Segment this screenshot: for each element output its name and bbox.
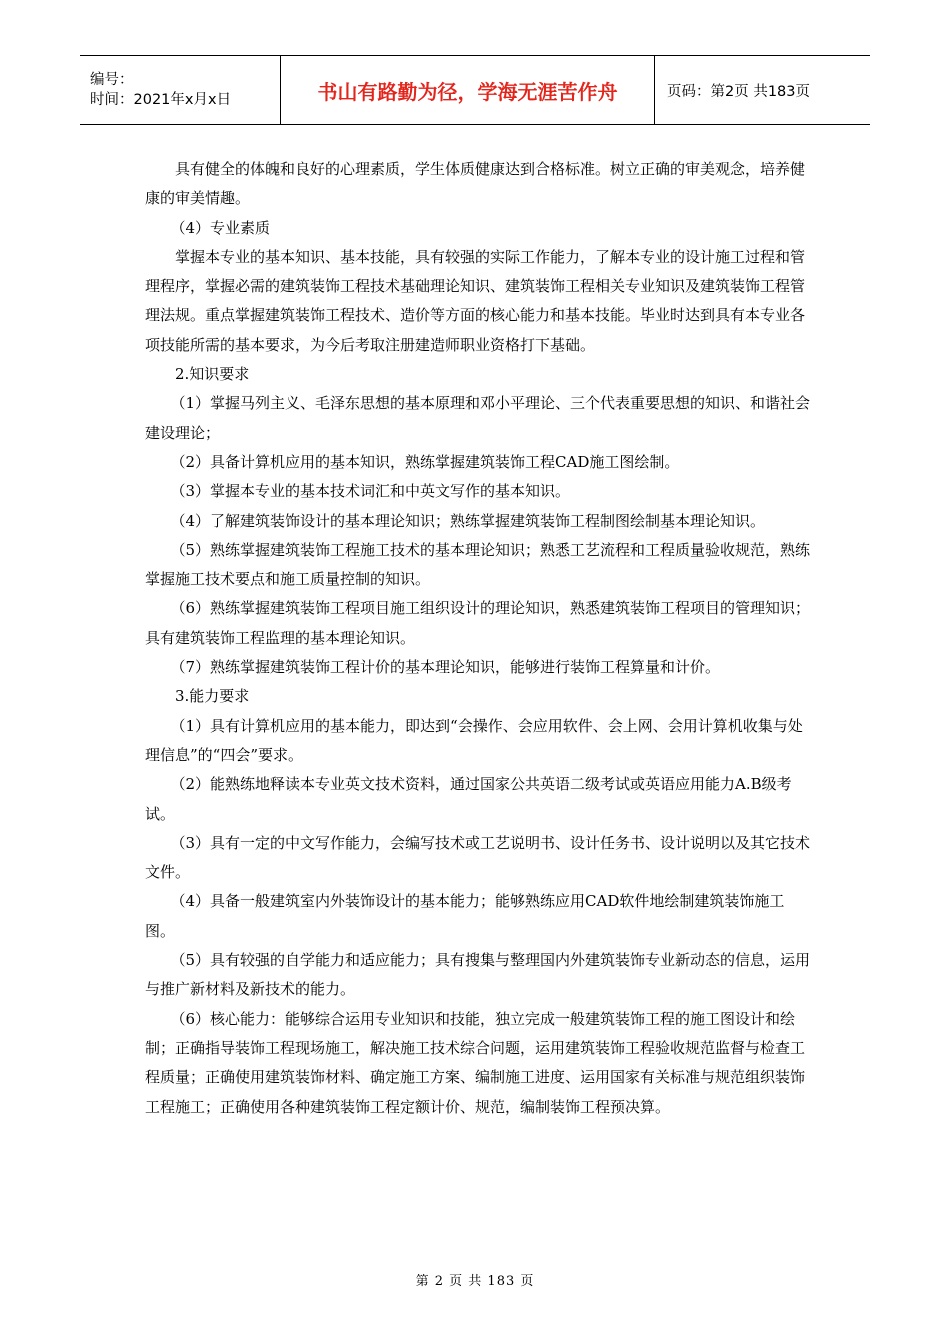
- section-heading: （4）专业素质: [170, 218, 271, 237]
- list-item: （1）具有计算机应用的基本能力，即达到“会操作、会应用软件、会上网、会用计算机收集与处理信息”的“四会”要求。: [145, 716, 803, 764]
- list-item: （3）具有一定的中文写作能力，会编写技术或工艺说明书、设计任务书、设计说明以及其它技术文件。: [145, 833, 811, 882]
- list-item: （5）具有较强的自学能力和适应能力；具有搜集与整理国内外建筑装饰专业新动态的信息，运用与推广新材料及新技术的能力。: [145, 951, 811, 999]
- paragraph: 具有健全的体魄和良好的心理素质，学生体质健康达到合格标准。树立正确的审美观念，培养健康的审美情趣。: [145, 160, 806, 208]
- list-item: （5）熟练掌握建筑装饰工程施工技术的基本理论知识；熟悉工艺流程和工程质量验收规范，熟练掌握施工技术要点和施工质量控制的知识。: [145, 540, 811, 589]
- list-item: （4）了解建筑装饰设计的基本理论知识；熟练掌握建筑装饰工程制图绘制基本理论知识。: [170, 511, 766, 530]
- section-heading: 3.能力要求: [175, 687, 250, 706]
- header-motto: 书山有路勤为径，学海无涯苦作舟: [281, 56, 655, 124]
- list-item: （7）熟练掌握建筑装饰工程计价的基本理论知识，能够进行装饰工程算量和计价。: [170, 658, 721, 677]
- header-page-info: 页码：第2页 共183页: [667, 83, 811, 100]
- document-body: [145, 155, 813, 1122]
- document-number-label: 编号：: [90, 72, 134, 88]
- list-item: （6）熟练掌握建筑装饰工程项目施工组织设计的理论知识，熟悉建筑装饰工程项目的管理知识；具有建筑装饰工程监理的基本理论知识。: [145, 599, 811, 647]
- page-header: [80, 55, 870, 125]
- list-item: （4）具备一般建筑室内外装饰设计的基本能力；能够熟练应用CAD软件地绘制建筑装饰施工图。: [145, 892, 785, 940]
- page-footer: 第 2 页 共 183 页: [415, 1274, 535, 1289]
- list-item: （6）核心能力：能够综合运用专业知识和技能，独立完成一般建筑装饰工程的施工图设计和绘制；正确指导装饰工程现场施工，解决施工技术综合问题，运用建筑装饰工程验收规范监督与检查工程质量；正确使用建筑装饰材料、确定施工方案、编制施工进度、运用国家有关标准与规范组织装饰工程施工；正确使用各种建筑装饰工程定额计价、规范，编制装饰工程预决算。: [145, 1009, 806, 1116]
- section-heading: 2.知识要求: [175, 365, 250, 384]
- header-meta: [80, 56, 281, 124]
- list-item: （2）具备计算机应用的基本知识，熟练掌握建筑装饰工程CAD施工图绘制。: [170, 452, 680, 471]
- list-item: （2）能熟练地释读本专业英文技术资料，通过国家公共英语二级考试或英语应用能力A.B级考试。: [145, 775, 792, 823]
- paragraph: 掌握本专业的基本知识、基本技能，具有较强的实际工作能力，了解本专业的设计施工过程和管理程序，掌握必需的建筑装饰工程技术基础理论知识、建筑装饰工程相关专业知识及建筑装饰工程管理法规。重点掌握建筑装饰工程技术、造价等方面的核心能力和基本技能。毕业时达到具有本专业各项技能所需的基本要求，为今后考取注册建造师职业资格打下基础。: [145, 247, 806, 354]
- list-item: （3）掌握本专业的基本技术词汇和中英文写作的基本知识。: [170, 482, 571, 501]
- list-item: （1）掌握马列主义、毛泽东思想的基本原理和邓小平理论、三个代表重要思想的知识、和谐社会建设理论；: [145, 394, 811, 442]
- document-time-label: 时间：2021年x月x日: [90, 92, 232, 108]
